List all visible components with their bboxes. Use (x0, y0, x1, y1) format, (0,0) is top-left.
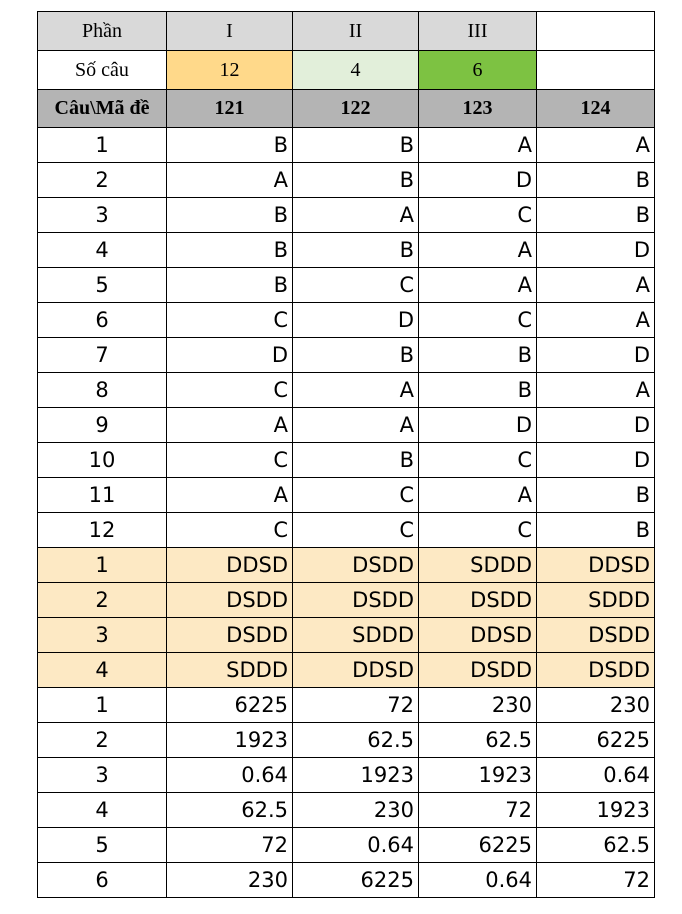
answer-cell: A (167, 163, 293, 198)
answer-cell: 62.5 (537, 828, 655, 863)
answer-cell: A (419, 233, 537, 268)
answer-cell: D (293, 303, 419, 338)
answer-cell: A (293, 198, 419, 233)
answer-cell: DSDD (167, 583, 293, 618)
answer-cell: SDDD (419, 548, 537, 583)
answer-cell: 6225 (419, 828, 537, 863)
answer-cell: DDSD (537, 548, 655, 583)
table-row (38, 268, 655, 303)
answer-cell: 230 (537, 688, 655, 723)
answer-cell: A (167, 478, 293, 513)
answer-cell: B (293, 338, 419, 373)
question-number-cell: 4 (38, 653, 167, 688)
part-cell-1: I (167, 12, 293, 51)
answer-cell: B (293, 128, 419, 163)
answer-cell: C (293, 513, 419, 548)
answer-key-table (37, 11, 655, 898)
table-row (38, 548, 655, 583)
answer-cell: A (419, 128, 537, 163)
answer-cell: D (537, 408, 655, 443)
exam-code-header-row (38, 90, 655, 128)
table-row (38, 828, 655, 863)
answer-cell: B (167, 233, 293, 268)
answer-cell: DSDD (167, 618, 293, 653)
answer-cell: 1923 (293, 758, 419, 793)
part-label-cell: Phần (38, 12, 167, 51)
answer-cell: B (293, 163, 419, 198)
question-count-cell-1: 12 (167, 51, 293, 90)
table-row (38, 478, 655, 513)
answer-cell: SDDD (537, 583, 655, 618)
answer-cell: C (293, 478, 419, 513)
answer-cell: DSDD (293, 583, 419, 618)
table-row (38, 618, 655, 653)
answer-cell: 72 (167, 828, 293, 863)
question-count-row (38, 51, 655, 90)
answer-cell: 1923 (167, 723, 293, 758)
question-number-cell: 12 (38, 513, 167, 548)
answer-cell: 6225 (167, 688, 293, 723)
empty-cell (537, 51, 655, 90)
answer-cell: A (293, 408, 419, 443)
answer-cell: DSDD (537, 618, 655, 653)
table-row (38, 688, 655, 723)
answer-cell: 6225 (537, 723, 655, 758)
answer-cell: DSDD (293, 548, 419, 583)
table-row (38, 583, 655, 618)
question-count-cell-3: 6 (419, 51, 537, 90)
question-number-cell: 11 (38, 478, 167, 513)
table-row (38, 373, 655, 408)
question-number-cell: 8 (38, 373, 167, 408)
answer-cell: SDDD (167, 653, 293, 688)
answer-cell: DSDD (419, 653, 537, 688)
question-number-cell: 2 (38, 163, 167, 198)
answer-cell: C (167, 513, 293, 548)
answer-cell: C (167, 443, 293, 478)
question-number-cell: 10 (38, 443, 167, 478)
answer-cell: B (537, 198, 655, 233)
table-row (38, 198, 655, 233)
answer-cell: A (293, 373, 419, 408)
answer-cell: 0.64 (293, 828, 419, 863)
answer-cell: DSDD (537, 653, 655, 688)
answer-cell: 72 (293, 688, 419, 723)
question-number-cell: 6 (38, 863, 167, 898)
table-row (38, 338, 655, 373)
table-row (38, 163, 655, 198)
answer-cell: A (537, 373, 655, 408)
answer-cell: B (293, 443, 419, 478)
answer-cell: D (537, 233, 655, 268)
question-number-cell: 2 (38, 583, 167, 618)
exam-code-cell-2: 122 (293, 90, 419, 128)
table-row (38, 653, 655, 688)
answer-cell: 62.5 (293, 723, 419, 758)
answer-cell: C (167, 303, 293, 338)
empty-cell (537, 12, 655, 51)
answer-cell: C (419, 303, 537, 338)
answer-cell: 72 (419, 793, 537, 828)
part-row (38, 12, 655, 51)
answer-cell: A (537, 268, 655, 303)
question-number-cell: 9 (38, 408, 167, 443)
exam-code-cell-1: 121 (167, 90, 293, 128)
question-number-cell: 4 (38, 233, 167, 268)
answer-cell: DDSD (293, 653, 419, 688)
answer-cell: DDSD (167, 548, 293, 583)
answer-cell: A (537, 303, 655, 338)
question-count-cell-2: 4 (293, 51, 419, 90)
table-row (38, 723, 655, 758)
table-row (38, 863, 655, 898)
answer-cell: B (537, 478, 655, 513)
answer-cell: D (167, 338, 293, 373)
part-cell-2: II (293, 12, 419, 51)
table-row (38, 128, 655, 163)
question-number-cell: 3 (38, 618, 167, 653)
answer-cell: 0.64 (537, 758, 655, 793)
answer-cell: B (537, 513, 655, 548)
question-number-cell: 1 (38, 688, 167, 723)
answer-cell: B (419, 338, 537, 373)
answer-cell: 72 (537, 863, 655, 898)
answer-cell: C (293, 268, 419, 303)
table-row (38, 513, 655, 548)
exam-code-cell-4: 124 (537, 90, 655, 128)
answer-cell: D (419, 408, 537, 443)
corner-header-cell: Câu\Mã đề (38, 90, 167, 128)
answer-cell: B (167, 198, 293, 233)
answer-cell: C (167, 373, 293, 408)
table-row (38, 443, 655, 478)
question-number-cell: 7 (38, 338, 167, 373)
part-cell-3: III (419, 12, 537, 51)
answer-cell: A (419, 478, 537, 513)
table-row (38, 758, 655, 793)
question-count-label-cell: Số câu (38, 51, 167, 90)
question-number-cell: 3 (38, 758, 167, 793)
question-number-cell: 1 (38, 548, 167, 583)
answer-cell: 6225 (293, 863, 419, 898)
answer-cell: D (537, 443, 655, 478)
answer-cell: SDDD (293, 618, 419, 653)
question-number-cell: 2 (38, 723, 167, 758)
answer-cell: C (419, 513, 537, 548)
answer-cell: B (419, 373, 537, 408)
question-number-cell: 5 (38, 268, 167, 303)
table-row (38, 303, 655, 338)
table-row (38, 233, 655, 268)
exam-code-cell-3: 123 (419, 90, 537, 128)
answer-cell: A (167, 408, 293, 443)
answer-cell: 0.64 (167, 758, 293, 793)
question-number-cell: 4 (38, 793, 167, 828)
answer-cell: DSDD (419, 583, 537, 618)
answer-cell: B (167, 128, 293, 163)
question-number-cell: 1 (38, 128, 167, 163)
answer-cell: 62.5 (167, 793, 293, 828)
answer-cell: D (537, 338, 655, 373)
question-number-cell: 5 (38, 828, 167, 863)
question-number-cell: 6 (38, 303, 167, 338)
table-row (38, 408, 655, 443)
answer-cell: C (419, 443, 537, 478)
answer-cell: A (537, 128, 655, 163)
answer-cell: D (419, 163, 537, 198)
answer-cell: 230 (167, 863, 293, 898)
answer-cell: 0.64 (419, 863, 537, 898)
table-row (38, 793, 655, 828)
answer-cell: DDSD (419, 618, 537, 653)
answer-cell: C (419, 198, 537, 233)
answer-cell: B (537, 163, 655, 198)
answer-cell: B (167, 268, 293, 303)
answer-cell: 230 (419, 688, 537, 723)
answer-cell: B (293, 233, 419, 268)
answer-cell: A (419, 268, 537, 303)
answer-cell: 1923 (419, 758, 537, 793)
answer-cell: 62.5 (419, 723, 537, 758)
answer-cell: 1923 (537, 793, 655, 828)
question-number-cell: 3 (38, 198, 167, 233)
answer-cell: 230 (293, 793, 419, 828)
